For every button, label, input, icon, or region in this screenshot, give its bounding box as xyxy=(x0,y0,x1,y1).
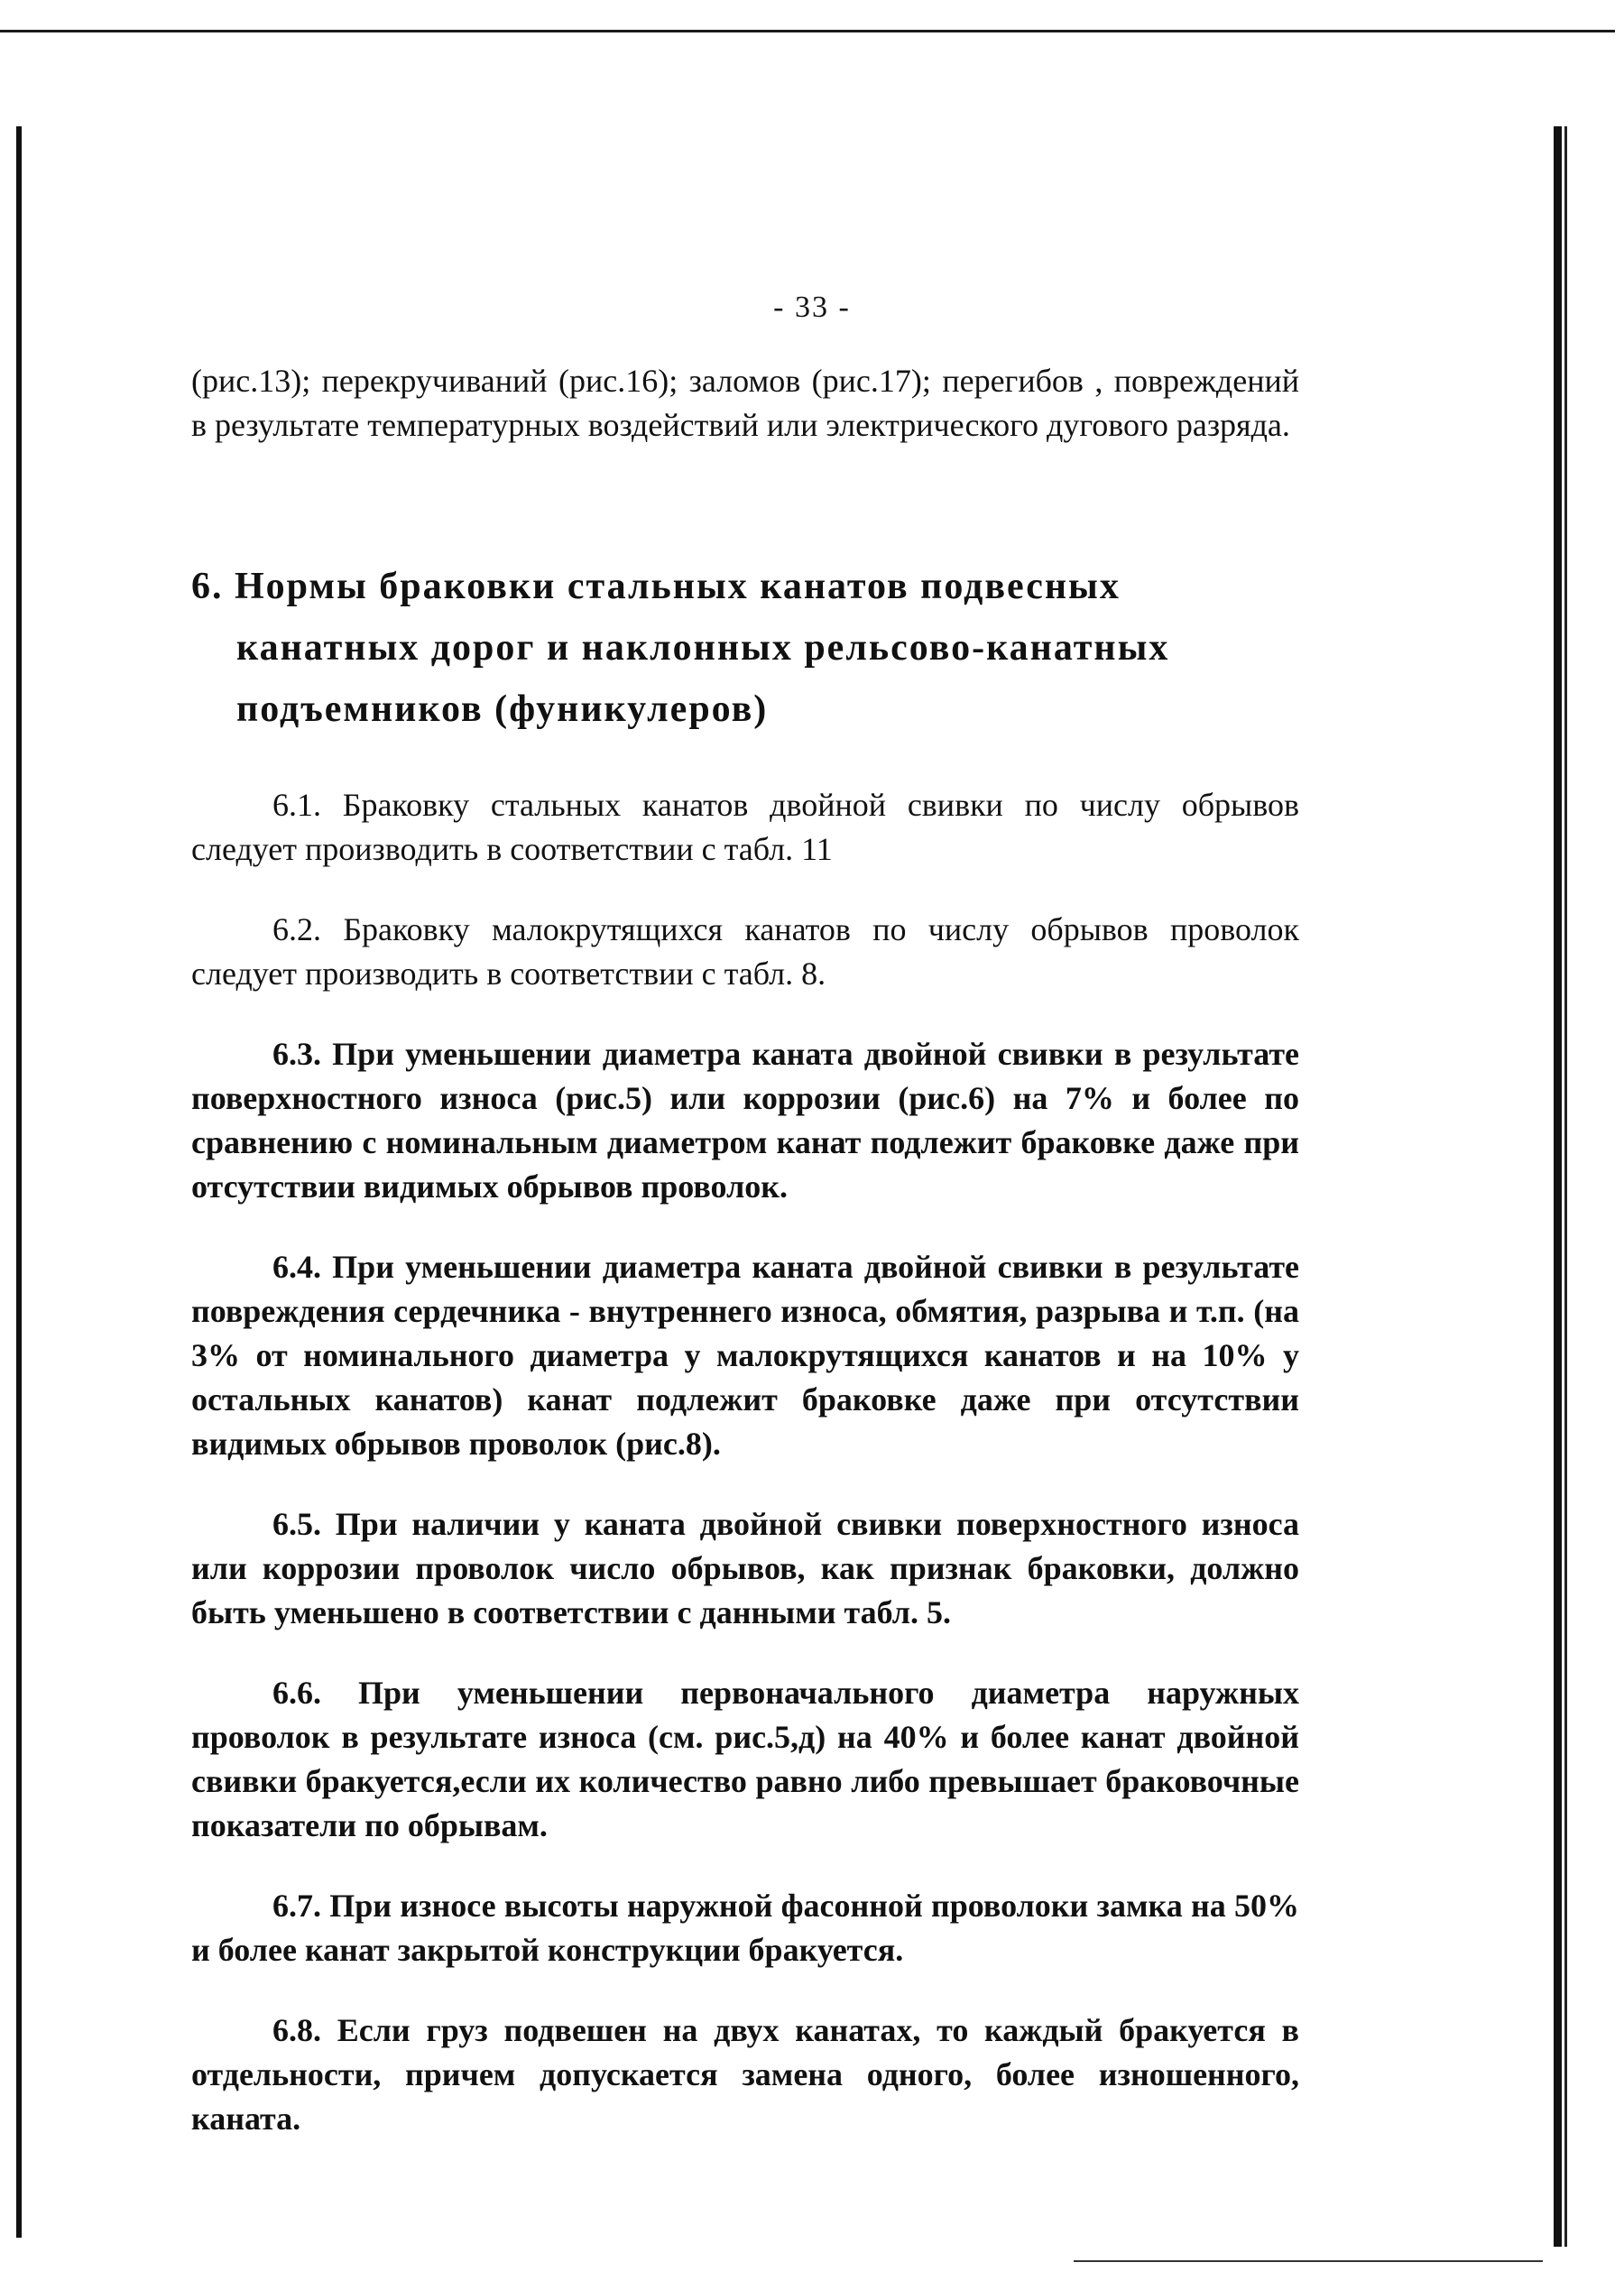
paragraph-6-2: 6.2. Браковку малокрутящихся канатов по числу обрывов проволок следует производить в соответствии с табл. 8. xyxy=(191,911,1299,992)
scan-border-right-inner xyxy=(1564,126,1567,2247)
paragraph-6-3: 6.3. При уменьшении диаметра каната двойной свивки в результате поверхностного износа (рис.5) или коррозии (рис.6) на 7% и более по сравнению с номинальным диаметром канат подлежит браковке даже при отсутствии видимых обрывов проволок. xyxy=(191,1036,1299,1205)
paragraph-6-4: 6.4. При уменьшении диаметра каната двойной свивки в результате повреждения сердечника - внутреннего износа, обмятия, разрыва и т.п. (на 3% от номинального диаметра у малокрутящихся канатов и на 10% у остальных канатов) канат подлежит браковке даже при отсутствии видимых обрывов проволок (рис.8). xyxy=(191,1249,1299,1462)
section-heading: 6. Нормы браковки стальных канатов подвесных канатных дорог и наклонных рельсово-канатных подъемников (фуникулеров) xyxy=(191,566,1170,730)
scan-border-right xyxy=(1554,126,1562,2247)
scan-border-left xyxy=(16,126,22,2238)
page-number: - 33 - xyxy=(773,291,851,324)
paragraph-6-8: 6.8. Если груз подвешен на двух канатах, то каждый бракуется в отдельности, причем допускается замена одного, более изношенного, каната. xyxy=(191,2012,1299,2137)
paragraph-6-6: 6.6. При уменьшении первоначального диаметра наружных проволок в результате износа (см. рис.5,д) на 40% и более канат двойной свивки бракуется,если их количество равно либо превышает браковочные показатели по обрывам. xyxy=(191,1675,1299,1843)
document-body xyxy=(191,359,1299,2141)
paragraph-6-5: 6.5. При наличии у каната двойной свивки поверхностного износа или коррозии проволок число обрывов, как признак браковки, должно быть уменьшено в соответствии с данными табл. 5. xyxy=(191,1506,1299,1630)
intro-paragraph: (рис.13); перекручиваний (рис.16); заломов (рис.17); перегибов , повреждений в результате температурных воздействий или электрического дугового разряда. xyxy=(191,363,1299,443)
paragraph-6-1: 6.1. Браковку стальных канатов двойной свивки по числу обрывов следует производить в соответствии с табл. 11 xyxy=(191,787,1299,867)
scan-border-top xyxy=(0,30,1615,32)
paragraph-6-7: 6.7. При износе высоты наружной фасонной проволоки замка на 50% и более канат закрытой конструкции бракуется. xyxy=(191,1888,1299,1968)
scan-border-bottom xyxy=(1074,2260,1543,2262)
